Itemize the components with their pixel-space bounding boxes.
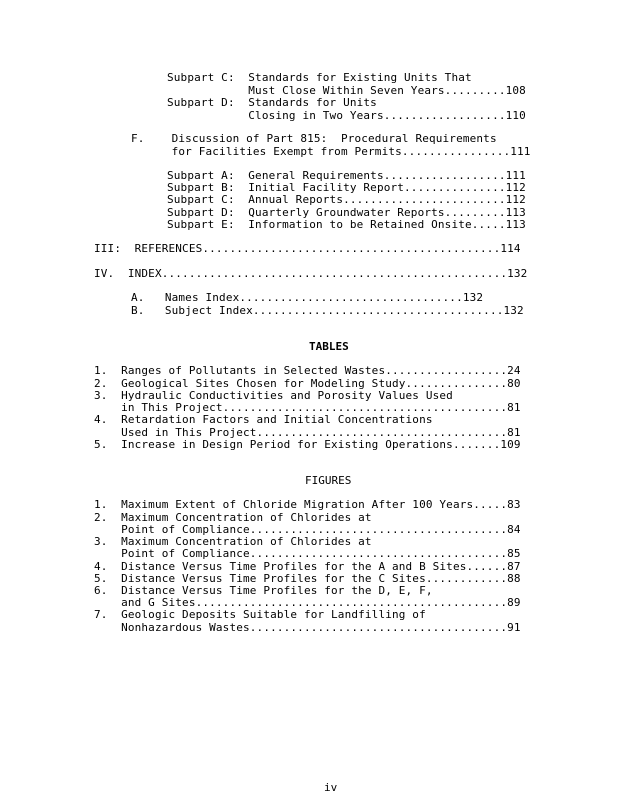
toc-line: Subpart C: Standards for Existing Units That [167,71,472,84]
list-item: 4. Retardation Factors and Initial Concentrations [94,413,433,426]
toc-line: Closing in Two Years..................110 [167,109,526,122]
list-item: 5. Distance Versus Time Profiles for the C Sites............88 [94,572,521,585]
list-item: Nonhazardous Wastes......................................91 [94,621,521,634]
list-item: 3. Maximum Concentration of Chlorides at [94,535,372,548]
toc-line: Subpart B: Initial Facility Report...............112 [167,181,526,194]
list-item: 7. Geologic Deposits Suitable for Landfilling of [94,608,426,621]
list-item: in This Project..........................................81 [94,401,521,414]
toc-line: Subpart D: Standards for Units [167,96,377,109]
toc-line: IV. INDEX...................................................132 [94,267,528,280]
list-item: 6. Distance Versus Time Profiles for the D, E, F, [94,584,433,597]
list-item: 5. Increase in Design Period for Existing Operations.......109 [94,438,521,451]
list-item: Point of Compliance......................................85 [94,547,521,560]
list-item: 4. Distance Versus Time Profiles for the A and B Sites......87 [94,560,521,573]
list-item: 2. Maximum Concentration of Chlorides at [94,511,372,524]
toc-line: Subpart C: Annual Reports........................112 [167,193,526,206]
list-item: 1. Maximum Extent of Chloride Migration After 100 Years.....83 [94,498,521,511]
list-item: 3. Hydraulic Conductivities and Porosity Values Used [94,389,453,402]
toc-line: Subpart E: Information to be Retained Onsite.....113 [167,218,526,231]
toc-line: B. Subject Index.....................................132 [131,304,524,317]
tables-heading: TABLES [309,340,349,353]
list-item: Used in This Project.....................................81 [94,426,521,439]
list-item: 1. Ranges of Pollutants in Selected Wastes..................24 [94,364,521,377]
toc-line: F. Discussion of Part 815: Procedural Requirements [131,132,497,145]
toc-line: A. Names Index.................................132 [131,291,484,304]
list-item: 2. Geological Sites Chosen for Modeling Study...............80 [94,377,521,390]
toc-line: III: REFERENCES............................................114 [94,242,521,255]
list-item: and G Sites..............................................89 [94,596,521,609]
page-number: iv [324,781,338,794]
toc-line: Must Close Within Seven Years.........108 [167,84,526,97]
toc-line: for Facilities Exempt from Permits................111 [131,145,531,158]
list-item: Point of Compliance......................................84 [94,523,521,536]
figures-heading: FIGURES [305,474,352,487]
toc-line: Subpart A: General Requirements..................111 [167,169,526,182]
toc-line: Subpart D: Quarterly Groundwater Reports.........113 [167,206,526,219]
